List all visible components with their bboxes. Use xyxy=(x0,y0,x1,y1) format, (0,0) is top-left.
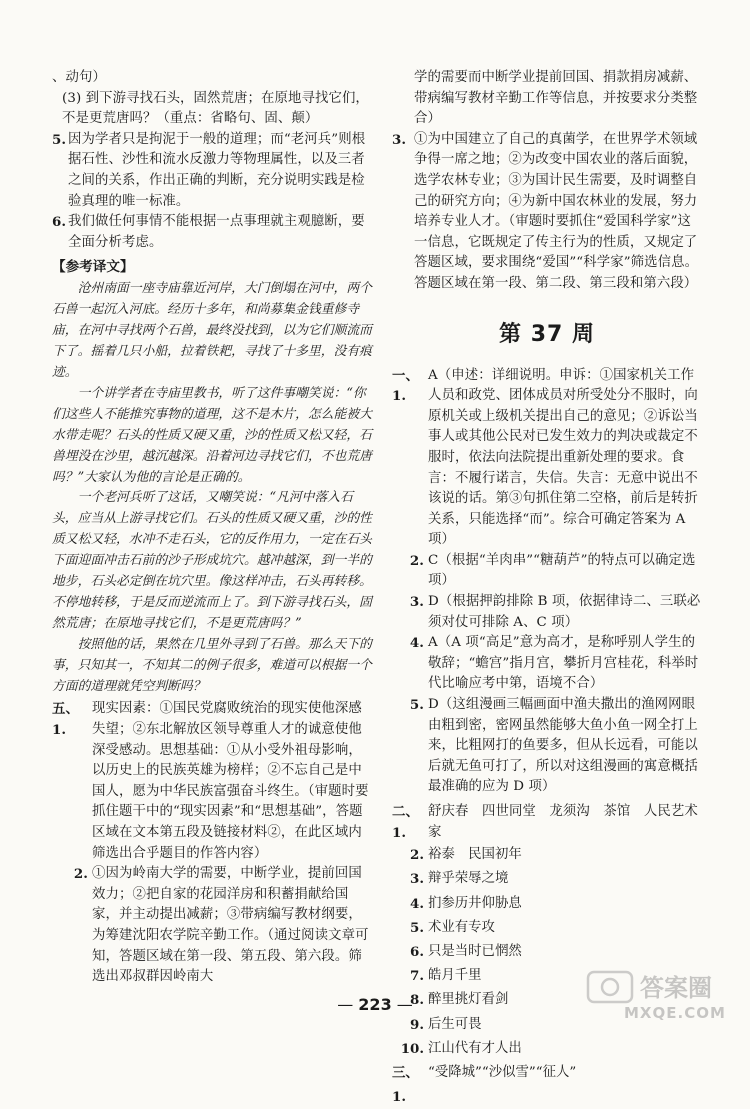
answer-text: (3) 到下游寻找石头，固然荒唐；在原地寻找它们，不是更荒唐吗？（重点：省略句、固、颠） xyxy=(62,90,369,127)
section-2-list xyxy=(392,802,702,1109)
section-4-item-3 xyxy=(392,130,702,295)
answer-number: 6. xyxy=(52,214,67,231)
translation-paragraph-3: 一个老河兵听了这话，又嘲笑说：“凡河中落入石头，应当从上游寻找它们。石头的性质又硬又重，沙的性质又松又轻，水冲不走石头，它的反作用力，一定在石头下面迎面冲击石前的沙子形成坑穴。越冲越深，到一半的地步，石头必定倒在坑穴里。像这样冲击，石头再转移。不停地转移，于是反而逆流而上了。到下游寻找石头，固然荒唐；在原地寻找它们，不是更荒唐吗？” xyxy=(52,490,372,631)
answer-item-3-translation xyxy=(52,89,374,130)
reference-translation-header: 【参考译文】 xyxy=(52,259,134,276)
answer-text: “受降城”“沙似雪”“征人” xyxy=(428,1065,577,1081)
answer-number: 一、1. xyxy=(392,367,419,405)
page-number: — 223 — xyxy=(337,995,413,1014)
answer-text: C（根据“羊肉串”“糖葫芦”的特点可以确定选项） xyxy=(428,552,696,589)
answer-number: 5. xyxy=(410,919,424,936)
watermark-logo xyxy=(584,968,734,1022)
watermark-title: 答案圈 xyxy=(640,974,712,1002)
page-number-value: 223 xyxy=(358,995,392,1014)
section-2-item xyxy=(392,892,702,916)
week-title: 第 37 周 xyxy=(499,321,595,347)
section-3-item-1 xyxy=(392,1061,702,1109)
right-column xyxy=(392,68,702,1109)
answer-text: 醉里挑灯看剑 xyxy=(428,992,509,1008)
section-label: 二、1. xyxy=(392,804,419,841)
watermark-url: MXQE.COM xyxy=(624,1004,726,1022)
answer-text: D（根据押韵排除 B 项，依据律诗二、三联必须对仗可排除 A、C 项） xyxy=(428,594,701,630)
answer-number: 5. xyxy=(409,697,424,714)
answer-text: 扪参历井仰胁息 xyxy=(428,895,522,911)
answer-number: 3. xyxy=(392,131,407,148)
answer-number: 2. xyxy=(409,552,424,569)
answer-text: 舒庆春 四世同堂 龙须沟 茶馆 人民艺术家 xyxy=(428,804,698,840)
answer-number: 4. xyxy=(410,895,424,912)
section-2-item xyxy=(392,867,702,891)
answer-text: A（申述：详细说明。申诉：①国家机关工作人员和政党、团体成员对所受处分不服时，向原机关或上级机关提出自己的意见；②诉讼当事人或其他公民对已发生效力的判决或裁定不服时，依法向法院提出重新处理的要求。食言：不履行诺言，失信。失言：无意中说出不该说的话。第③句抓住第二空格，前后是转折关系，只能选择“而”。综合可确定答案为 A 项） xyxy=(428,367,698,548)
answer-number: 10. xyxy=(400,1040,424,1057)
answer-text: 只是当时已惘然 xyxy=(428,944,522,959)
answer-number: 3. xyxy=(410,871,424,888)
answer-text: A（A 项“高足”意为高才，是称呼别人学生的敬辞；“蟾宫”指月宫，攀折月宫桂花，科举时代比喻应考中第，语境不合） xyxy=(428,635,699,692)
answer-text: 术业有专攻 xyxy=(428,919,495,935)
answer-number: 2. xyxy=(73,866,88,883)
mc-item-4 xyxy=(392,633,702,695)
answer-text: 辩乎荣辱之境 xyxy=(428,871,509,887)
answer-text: ①为中国建立了自己的真菌学，在世界学术领域争得一席之地；②为改变中国农业的落后面貌，选学农林专业；③为国计民生需要，及时调整自己的研究方向；④为新中国农林业的发展，努力培养专业人才。（审题时要抓住“爱国科学家”这一信息，它既规定了传主行为的性质，又规定了答题区域，要求围绕“爱国”“科学家”筛选信息。答题区域在第一段、第二段、第三段和第六段） xyxy=(414,131,699,291)
translation-paragraph-4: 按照他的话，果然在几里外寻到了石兽。那么天下的事，只知其一，不知其二的例子很多，难道可以根据一个方面的道理就凭空判断吗？ xyxy=(52,636,372,694)
answer-text: 裕泰 民国初年 xyxy=(428,847,522,863)
answer-text: ①因为岭南大学的需要，中断学业，提前回国效力；②把自家的花园洋房和积蓄捐献给国家，并主动提出减薪；③带病编写教材纲要，为筹建沈阳农学院辛勤工作。（通过阅读文章可知，答题区域在第一段、第五段、第六段。筛选出邓叔群因岭南大 xyxy=(92,866,369,985)
section-2-item-1 xyxy=(392,802,702,843)
section-label: 三、1. xyxy=(392,1065,419,1106)
section-2-item xyxy=(392,843,702,867)
left-column xyxy=(52,68,374,988)
mc-item-1 xyxy=(392,366,702,551)
answer-item-5 xyxy=(52,130,374,212)
section-label: 五、1. xyxy=(52,701,79,739)
answer-text: 我们做任何事情不能根据一点事理就主观臆断，要全面分析考虑。 xyxy=(68,214,365,250)
section-5-item-1 xyxy=(52,699,374,864)
answer-text: 现实因素：①国民党腐败统治的现实使他深感失望；②东北解放区领导尊重人才的诚意使他深受感动。思想基础：①从小受外祖母影响，以历史上的民族英雄为榜样；②不忘自己是中国人，愿为中华民族富强奋斗终生。（审题时要抓住题干中的“现实因素”和“思想基础”，答题区域在文本第五段及链接材料②，在此区域内筛选出合乎题目的作答内容） xyxy=(92,701,369,861)
answer-number: 8. xyxy=(410,992,424,1009)
answer-number: 5. xyxy=(52,131,67,148)
section-2-item xyxy=(392,940,702,964)
answer-number: 7. xyxy=(410,968,424,985)
answer-text: 江山代有才人出 xyxy=(428,1040,522,1056)
mc-item-3 xyxy=(392,592,702,633)
answer-number: 3. xyxy=(409,594,424,611)
mc-item-5 xyxy=(392,695,702,798)
answer-text: D（这组漫画三幅画面中渔夫撒出的渔网网眼由粗到密，密网虽然能够大鱼小鱼一网全打上来，比粗网打的鱼要多，但从长远看，可能以后就无鱼可打了，所以对这组漫画的寓意概括最准确的应为 D 项） xyxy=(428,697,698,795)
translation-paragraph-2: 一个讲学者在寺庙里教书，听了这件事嘲笑说：“你们这些人不能推究事物的道理，这不是木片，怎么能被大水带走呢？石头的性质又硬又重，沙的性质又松又轻，石兽埋没在沙里，越沉越深。沿着河边寻找它们，不也荒唐吗？”大家认为他的言论是正确的。 xyxy=(52,385,372,485)
answer-item-6 xyxy=(52,212,374,253)
section-2-item xyxy=(392,916,702,940)
section-2-item xyxy=(392,1037,702,1061)
answer-number: 9. xyxy=(410,1016,424,1033)
answer-text: 后生可畏 xyxy=(428,1016,482,1032)
mc-item-2 xyxy=(392,551,702,592)
left-top-fragment: 、动句） xyxy=(52,70,106,85)
translation-paragraph-1: 沧州南面一座寺庙靠近河岸，大门倒塌在河中，两个石兽一起沉入河底。经历十多年，和尚募集金钱重修寺庙，在河中寻找两个石兽，最终没找到，以为它们顺流而下了。摇着几只小船，拉着铁耙，寻找了十多里，没有痕迹。 xyxy=(52,281,372,380)
answer-number: 6. xyxy=(410,944,424,960)
answer-number: 4. xyxy=(409,635,424,652)
section-5-item-2 xyxy=(52,864,374,988)
answer-number: 2. xyxy=(410,847,424,864)
answer-text: 因为学者只是拘泥于一般的道理；而“老河兵”则根据石性、沙性和流水反激力等物理属性，以及三者之间的关系，作出正确的判断，充分说明实践是检验真理的唯一标准。 xyxy=(68,131,366,209)
answer-text: 皓月千里 xyxy=(428,968,482,984)
right-top-continuation: 学的需要而中断学业提前回国、捐款捐房减薪、带病编写教材辛勤工作等信息，并按要求分类整合） xyxy=(414,70,698,127)
